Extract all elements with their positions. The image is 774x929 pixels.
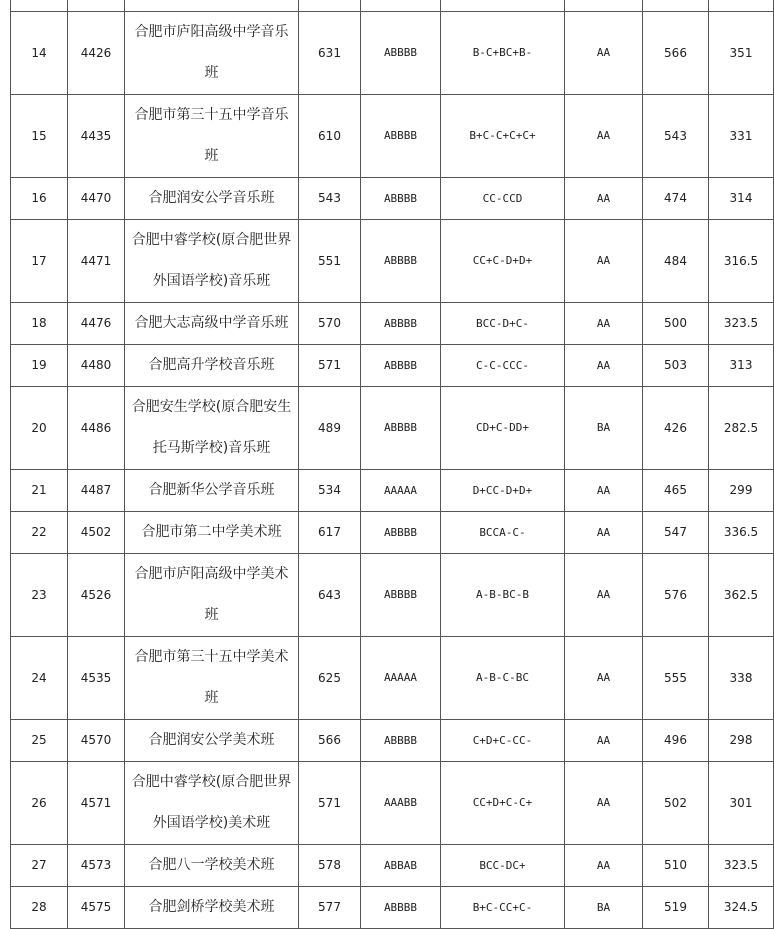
cell-school-name: 合肥大志高级中学音乐班 [125, 303, 299, 345]
cell-grades [361, 0, 441, 12]
table-row [11, 845, 774, 887]
cell-grades-detail: BCCA-C- [441, 512, 565, 554]
cell-level: AA [565, 95, 643, 178]
cell-total-score: 625 [299, 637, 361, 720]
cell-school-code: 4476 [68, 303, 125, 345]
cell-total-score [299, 0, 361, 12]
table-row [11, 720, 774, 762]
table-row [11, 12, 774, 95]
cell-total-score: 534 [299, 470, 361, 512]
cell-score-2: 351 [709, 12, 774, 95]
cell-school-code: 4573 [68, 845, 125, 887]
cell-school-name [125, 0, 299, 12]
cell-score-2: 301 [709, 762, 774, 845]
cell-score-2: 336.5 [709, 512, 774, 554]
cell-total-score: 566 [299, 720, 361, 762]
cell-grades-detail: CC+C-D+D+ [441, 220, 565, 303]
table-row [11, 512, 774, 554]
table-body [11, 0, 774, 929]
cell-grades: ABBBB [361, 220, 441, 303]
cell-total-score: 631 [299, 12, 361, 95]
cell-school-code: 4435 [68, 95, 125, 178]
cell-school-code: 4480 [68, 345, 125, 387]
cell-school-name: 合肥市庐阳高级中学音乐班 [125, 12, 299, 95]
cell-level: AA [565, 637, 643, 720]
cell-school-code: 4486 [68, 387, 125, 470]
cell-total-score: 617 [299, 512, 361, 554]
cell-grades-detail: B-C+BC+B- [441, 12, 565, 95]
cell-score-2: 313 [709, 345, 774, 387]
cell-grades: ABBBB [361, 512, 441, 554]
cell-school-name: 合肥新华公学音乐班 [125, 470, 299, 512]
cell-grades: ABBBB [361, 178, 441, 220]
cell-grades: ABBAB [361, 845, 441, 887]
cell-sequence [11, 0, 68, 12]
cell-grades-detail: CC-CCD [441, 178, 565, 220]
cell-sequence: 22 [11, 512, 68, 554]
table-row [11, 887, 774, 929]
cell-grades-detail [441, 0, 565, 12]
cell-level: BA [565, 387, 643, 470]
cell-school-name: 合肥中睿学校(原合肥世界外国语学校)音乐班 [125, 220, 299, 303]
cell-score-1: 484 [643, 220, 709, 303]
cell-grades-detail: CC+D+C-C+ [441, 762, 565, 845]
cell-total-score: 543 [299, 178, 361, 220]
cell-score-1: 502 [643, 762, 709, 845]
cell-score-1: 465 [643, 470, 709, 512]
cell-grades: ABBBB [361, 887, 441, 929]
cell-level: BA [565, 887, 643, 929]
cell-score-2: 362.5 [709, 554, 774, 637]
cell-score-1: 576 [643, 554, 709, 637]
cell-grades: AAABB [361, 762, 441, 845]
cell-school-name: 合肥市第三十五中学美术班 [125, 637, 299, 720]
cell-grades: AAAAA [361, 470, 441, 512]
cell-total-score: 577 [299, 887, 361, 929]
cell-grades-detail: A-B-BC-B [441, 554, 565, 637]
cell-score-2: 282.5 [709, 387, 774, 470]
cell-grades-detail: BCC-D+C- [441, 303, 565, 345]
cell-sequence: 21 [11, 470, 68, 512]
cell-level [565, 0, 643, 12]
cell-grades-detail: B+C-CC+C- [441, 887, 565, 929]
cell-level: AA [565, 470, 643, 512]
table-row [11, 762, 774, 845]
cell-total-score: 643 [299, 554, 361, 637]
cell-score-2: 314 [709, 178, 774, 220]
cell-sequence: 17 [11, 220, 68, 303]
cell-level: AA [565, 845, 643, 887]
table-row [11, 387, 774, 470]
cell-sequence: 28 [11, 887, 68, 929]
table-row [11, 0, 774, 12]
cell-level: AA [565, 178, 643, 220]
cell-school-code: 4470 [68, 178, 125, 220]
cell-school-code: 4575 [68, 887, 125, 929]
cell-sequence: 25 [11, 720, 68, 762]
cell-level: AA [565, 762, 643, 845]
cell-grades: ABBBB [361, 12, 441, 95]
cell-score-1: 426 [643, 387, 709, 470]
cell-grades: ABBBB [361, 387, 441, 470]
cell-school-code: 4502 [68, 512, 125, 554]
cell-level: AA [565, 345, 643, 387]
cell-sequence: 14 [11, 12, 68, 95]
cell-level: AA [565, 512, 643, 554]
cell-score-1: 547 [643, 512, 709, 554]
cell-total-score: 489 [299, 387, 361, 470]
cell-grades: ABBBB [361, 303, 441, 345]
cell-grades: ABBBB [361, 554, 441, 637]
cell-score-1: 555 [643, 637, 709, 720]
cell-total-score: 570 [299, 303, 361, 345]
cell-grades-detail: D+CC-D+D+ [441, 470, 565, 512]
cell-sequence: 23 [11, 554, 68, 637]
table-row [11, 178, 774, 220]
cell-grades-detail: BCC-DC+ [441, 845, 565, 887]
cell-sequence: 24 [11, 637, 68, 720]
table-row [11, 637, 774, 720]
cell-grades-detail: A-B-C-BC [441, 637, 565, 720]
cell-score-2: 316.5 [709, 220, 774, 303]
cell-score-2: 331 [709, 95, 774, 178]
cell-score-1: 566 [643, 12, 709, 95]
cell-score-2: 298 [709, 720, 774, 762]
cell-score-1: 500 [643, 303, 709, 345]
cell-school-code: 4487 [68, 470, 125, 512]
cell-grades: ABBBB [361, 720, 441, 762]
cell-school-name: 合肥安生学校(原合肥安生托马斯学校)音乐班 [125, 387, 299, 470]
cell-school-code [68, 0, 125, 12]
cell-grades: AAAAA [361, 637, 441, 720]
cell-sequence: 18 [11, 303, 68, 345]
cell-sequence: 20 [11, 387, 68, 470]
cell-level: AA [565, 220, 643, 303]
cell-school-code: 4426 [68, 12, 125, 95]
cell-school-name: 合肥润安公学音乐班 [125, 178, 299, 220]
cell-grades-detail: B+C-C+C+C+ [441, 95, 565, 178]
cell-score-2: 299 [709, 470, 774, 512]
table-row [11, 95, 774, 178]
cell-score-1: 543 [643, 95, 709, 178]
cell-score-2: 324.5 [709, 887, 774, 929]
cell-total-score: 551 [299, 220, 361, 303]
cell-level: AA [565, 12, 643, 95]
cell-total-score: 610 [299, 95, 361, 178]
cell-total-score: 571 [299, 762, 361, 845]
admission-score-table [10, 0, 773, 929]
table-row [11, 345, 774, 387]
cell-school-name: 合肥润安公学美术班 [125, 720, 299, 762]
cell-level: AA [565, 720, 643, 762]
cell-grades: ABBBB [361, 95, 441, 178]
cell-school-name: 合肥市第二中学美术班 [125, 512, 299, 554]
cell-sequence: 19 [11, 345, 68, 387]
cell-sequence: 15 [11, 95, 68, 178]
cell-grades-detail: C-C-CCC- [441, 345, 565, 387]
cell-score-1: 474 [643, 178, 709, 220]
cell-score-1: 510 [643, 845, 709, 887]
cell-school-name: 合肥高升学校音乐班 [125, 345, 299, 387]
cell-score-1: 519 [643, 887, 709, 929]
cell-score-1 [643, 0, 709, 12]
cell-school-name: 合肥市第三十五中学音乐班 [125, 95, 299, 178]
cell-school-code: 4535 [68, 637, 125, 720]
cell-score-1: 496 [643, 720, 709, 762]
cell-total-score: 571 [299, 345, 361, 387]
cell-school-code: 4471 [68, 220, 125, 303]
cell-sequence: 26 [11, 762, 68, 845]
cell-total-score: 578 [299, 845, 361, 887]
table-row [11, 303, 774, 345]
cell-school-code: 4571 [68, 762, 125, 845]
cell-score-1: 503 [643, 345, 709, 387]
table-row [11, 470, 774, 512]
table-row [11, 220, 774, 303]
cell-level: AA [565, 554, 643, 637]
cell-score-2: 338 [709, 637, 774, 720]
cell-grades: ABBBB [361, 345, 441, 387]
cell-score-2: 323.5 [709, 845, 774, 887]
cell-grades-detail: C+D+C-CC- [441, 720, 565, 762]
cell-school-code: 4570 [68, 720, 125, 762]
cell-school-code: 4526 [68, 554, 125, 637]
score-table [10, 0, 774, 929]
cell-school-name: 合肥八一学校美术班 [125, 845, 299, 887]
cell-score-2 [709, 0, 774, 12]
cell-school-name: 合肥中睿学校(原合肥世界外国语学校)美术班 [125, 762, 299, 845]
table-row [11, 554, 774, 637]
cell-sequence: 27 [11, 845, 68, 887]
cell-grades-detail: CD+C-DD+ [441, 387, 565, 470]
cell-school-name: 合肥市庐阳高级中学美术班 [125, 554, 299, 637]
cell-level: AA [565, 303, 643, 345]
cell-sequence: 16 [11, 178, 68, 220]
cell-school-name: 合肥剑桥学校美术班 [125, 887, 299, 929]
cell-score-2: 323.5 [709, 303, 774, 345]
